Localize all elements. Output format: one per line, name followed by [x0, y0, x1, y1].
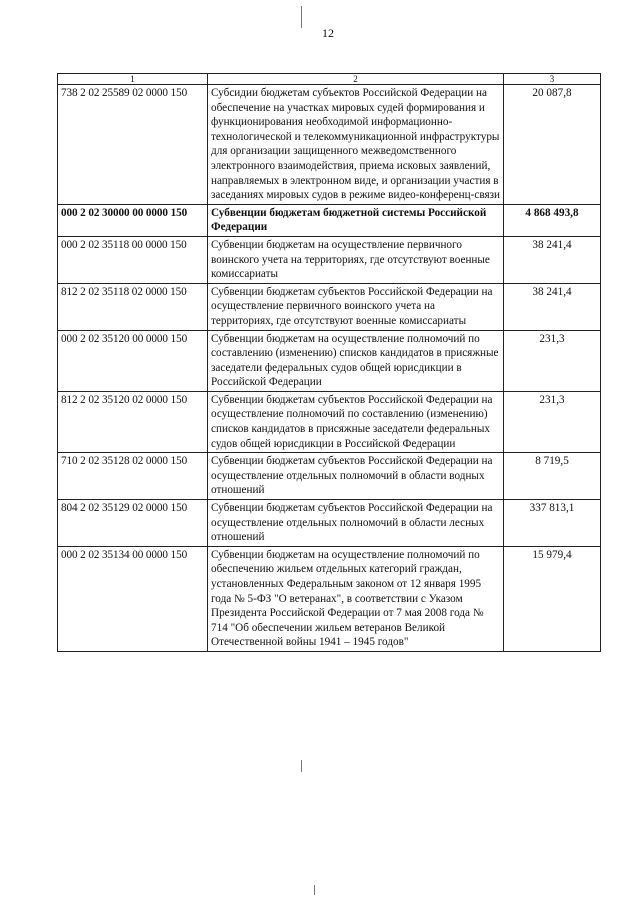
description-cell: Субвенции бюджетам субъектов Российской Федерации на осуществление отдельных полномочий в области лесных отношений	[208, 500, 504, 547]
budget-code-cell: 710 2 02 35128 02 0000 150	[58, 453, 208, 500]
description-cell: Субвенции бюджетам на осуществление полномочий по составлению (изменению) списков кандидатов в присяжные заседатели федеральных судов общей юрисдикции в Российской Федерации	[208, 330, 504, 391]
budget-code-cell: 000 2 02 35120 00 0000 150	[58, 330, 208, 391]
table-row	[58, 453, 601, 500]
table-row	[58, 236, 601, 283]
amount-cell: 4 868 493,8	[504, 204, 601, 236]
table-row	[58, 500, 601, 547]
budget-code-cell: 812 2 02 35120 02 0000 150	[58, 391, 208, 452]
amount-cell: 337 813,1	[504, 500, 601, 547]
table-row	[58, 85, 601, 205]
description-cell: Субвенции бюджетам субъектов Российской Федерации на осуществление полномочий по составлению (изменению) списков кандидатов в присяжные заседатели федеральных судов общей юрисдикции в Российской Федерации	[208, 391, 504, 452]
amount-cell: 20 087,8	[504, 85, 601, 205]
table-row	[58, 546, 601, 651]
amount-cell: 38 241,4	[504, 283, 601, 330]
scan-mark-bottom	[314, 885, 315, 895]
scan-mark-middle	[301, 760, 302, 772]
table-header-row	[58, 74, 601, 85]
page-number: 12	[322, 26, 334, 40]
scan-mark-top	[301, 6, 302, 28]
budget-revenue-table	[57, 73, 601, 652]
column-header-description: 2	[208, 74, 504, 85]
amount-cell: 231,3	[504, 330, 601, 391]
amount-cell: 38 241,4	[504, 236, 601, 283]
table-row	[58, 283, 601, 330]
column-header-code: 1	[58, 74, 208, 85]
budget-code-cell: 804 2 02 35129 02 0000 150	[58, 500, 208, 547]
description-cell: Субвенции бюджетам на осуществление полномочий по обеспечению жильем отдельных категорий граждан, установленных Федеральным законом от 12 января 1995 года № 5-ФЗ "О ветеранах", в соответствии с Указом Президента Российской Федерации от 7 мая 2008 года № 714 "Об обеспечении жильем ветеранов Великой Отечественной войны 1941 – 1945 годов"	[208, 546, 504, 651]
budget-code-cell: 812 2 02 35118 02 0000 150	[58, 283, 208, 330]
table-row	[58, 204, 601, 236]
budget-code-cell: 000 2 02 30000 00 0000 150	[58, 204, 208, 236]
description-cell: Субвенции бюджетам субъектов Российской Федерации на осуществление первичного воинского учета на территориях, где отсутствуют военные комиссариаты	[208, 283, 504, 330]
amount-cell: 8 719,5	[504, 453, 601, 500]
column-header-amount: 3	[504, 74, 601, 85]
budget-code-cell: 000 2 02 35134 00 0000 150	[58, 546, 208, 651]
amount-cell: 231,3	[504, 391, 601, 452]
budget-code-cell: 738 2 02 25589 02 0000 150	[58, 85, 208, 205]
amount-cell: 15 979,4	[504, 546, 601, 651]
table-row	[58, 391, 601, 452]
table-body	[58, 85, 601, 652]
description-cell: Субвенции бюджетам бюджетной системы Российской Федерации	[208, 204, 504, 236]
description-cell: Субвенции бюджетам субъектов Российской Федерации на осуществление отдельных полномочий в области водных отношений	[208, 453, 504, 500]
description-cell: Субвенции бюджетам на осуществление первичного воинского учета на территориях, где отсутствуют военные комиссариаты	[208, 236, 504, 283]
description-cell: Субсидии бюджетам субъектов Российской Федерации на обеспечение на участках мировых судей формирования и функционирования необходимой информационно-технологической и телекоммуникационной инфраструктуры для организации защищенного межведомственного электронного взаимодействия, приема исковых заявлений, направляемых в электронном виде, и организации участия в заседаниях мировых судов в режиме видео-конференц-связи	[208, 85, 504, 205]
table-row	[58, 330, 601, 391]
budget-code-cell: 000 2 02 35118 00 0000 150	[58, 236, 208, 283]
